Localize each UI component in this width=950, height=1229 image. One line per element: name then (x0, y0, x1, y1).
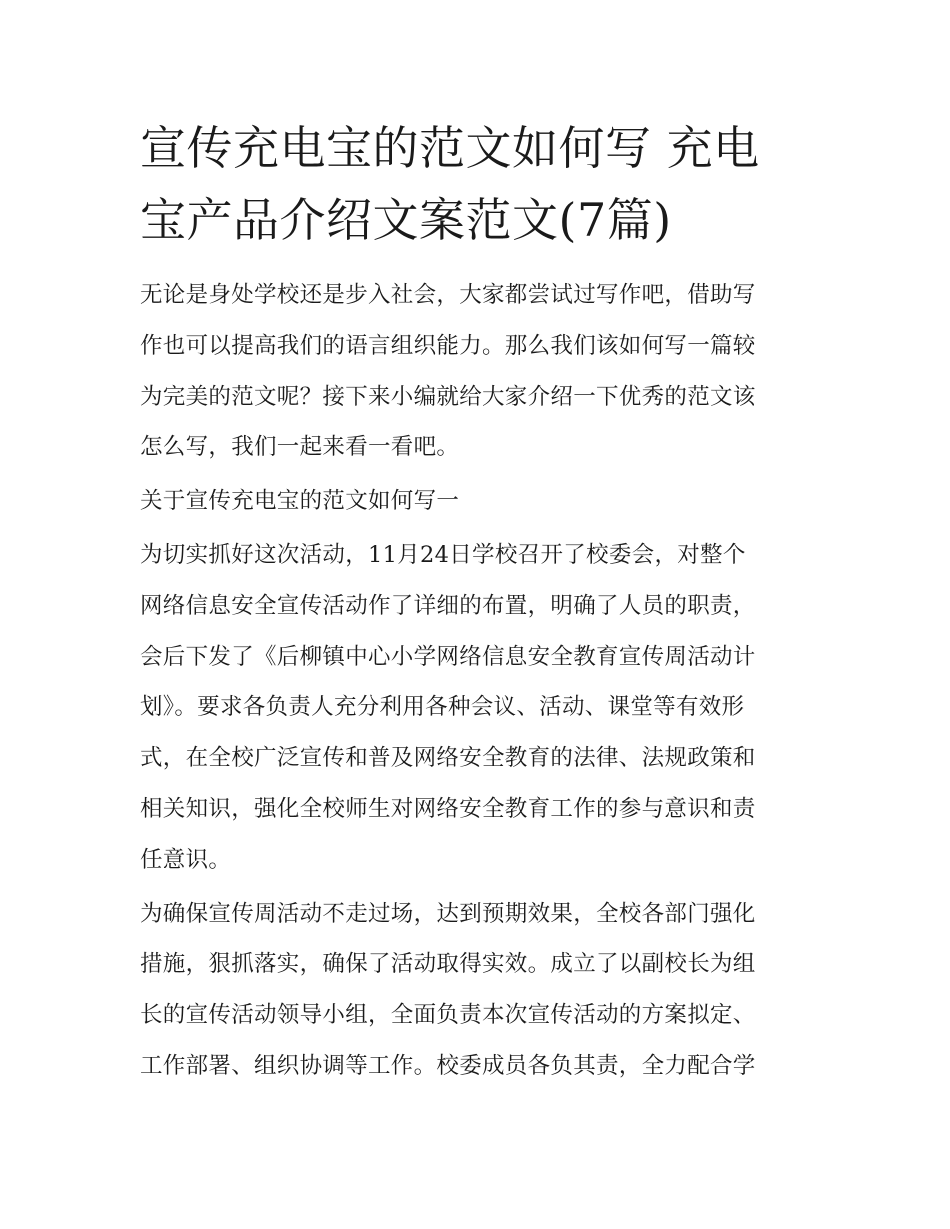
text-line: 为确保宣传周活动不走过场，达到预期效果，全校各部门强化 (140, 900, 756, 927)
text-line: 相关知识，强化全校师生对网络安全教育工作的参与意识和责 (140, 795, 756, 822)
text-line: 怎么写，我们一起来看一看吧。 (140, 434, 460, 461)
intro-paragraph (140, 270, 812, 473)
document-body (140, 112, 812, 1095)
text-line: 划》。要求各负责人充分利用各种会议、活动、课堂等有效形 (140, 694, 745, 721)
text-line: 作也可以提高我们的语言组织能力。那么我们该如何写一篇较 (140, 332, 756, 359)
text-line: 式，在全校广泛宣传和普及网络安全教育的法律、法规政策和 (140, 745, 756, 772)
title-line: 宝产品介绍文案范文(7篇) (140, 193, 672, 247)
body-paragraph (140, 889, 812, 1092)
title-line: 宣传充电宝的范文如何写 充电 (140, 121, 760, 175)
text-line: 任意识。 (140, 846, 232, 873)
text-line: 措施，狠抓落实，确保了活动取得实效。成立了以副校长为组 (140, 951, 756, 978)
text-line: 网络信息安全宣传活动作了详细的布置，明确了人员的职责， (140, 592, 756, 619)
body-paragraph (140, 530, 812, 886)
text-line: 会后下发了《后柳镇中心小学网络信息安全教育宣传周活动计 (140, 643, 756, 670)
text-line: 关于宣传充电宝的范文如何写一 (140, 488, 460, 515)
text-line: 为切实抓好这次活动，11月24日学校召开了校委会，对整个 (140, 541, 746, 568)
text-line: 为完美的范文呢？接下来小编就给大家介绍一下优秀的范文该 (140, 383, 756, 410)
section-heading (140, 476, 812, 527)
document-title (140, 112, 812, 256)
text-line: 长的宣传活动领导小组，全面负责本次宣传活动的方案拟定、 (140, 1002, 756, 1029)
text-line: 工作部署、组织协调等工作。校委成员各负其责，全力配合学 (140, 1052, 756, 1079)
text-line: 无论是身处学校还是步入社会，大家都尝试过写作吧，借助写 (140, 282, 756, 308)
